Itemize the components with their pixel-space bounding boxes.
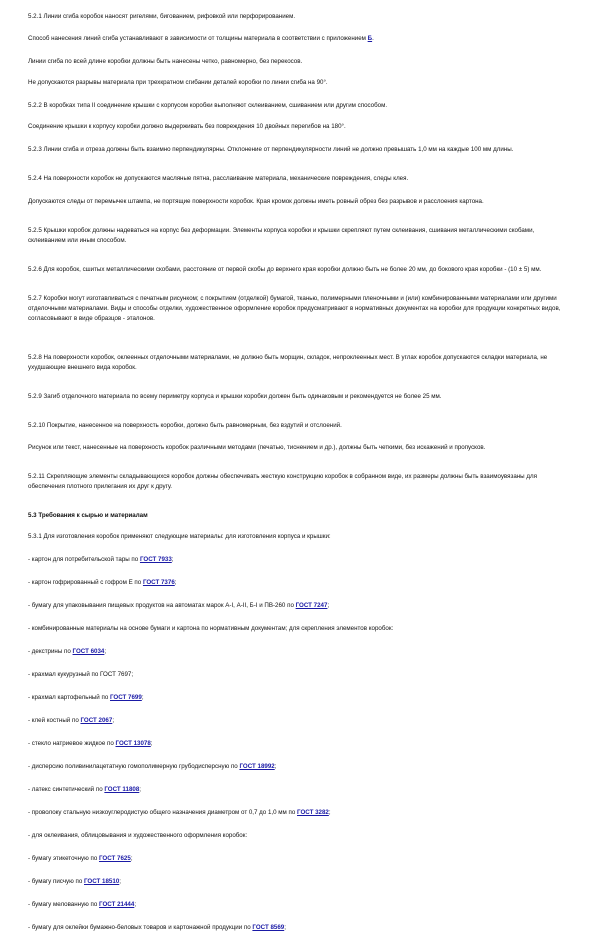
paragraph (28, 601, 568, 611)
text-segment: - крахмал картофельный по (28, 694, 110, 701)
section-heading (28, 511, 568, 521)
paragraph (28, 647, 568, 657)
paragraph (28, 12, 568, 22)
paragraph (28, 578, 568, 588)
text-segment: - бумагу этикеточную по (28, 855, 99, 862)
paragraph (28, 353, 568, 373)
text-segment: - проволоку стальную низкоуглеродистую общего назначения диаметром от 0,7 до 1,0 мм по (28, 809, 298, 816)
text-segment: - клей костный по (28, 717, 81, 724)
text-segment: - бумагу писчую по (28, 878, 84, 885)
text-segment: 5.2.1 Линии сгиба коробок наносят ригелями, бигованием, рифовкой или перфорированием. (28, 13, 296, 20)
document-link[interactable]: ГОСТ 7933 (139, 556, 172, 563)
text-segment: . (372, 35, 374, 42)
text-segment: Соединение крышки к корпусу коробки должно выдерживать без повреждения 10 двойных перегибов на 180°. (28, 123, 346, 130)
text-segment: ; (171, 556, 174, 563)
text-segment: ; (139, 786, 142, 793)
paragraph (28, 265, 568, 275)
document-link[interactable]: ГОСТ 7625 (98, 855, 131, 862)
text-segment: - латекс синтетический по (28, 786, 105, 793)
paragraph (28, 78, 568, 88)
paragraph (28, 294, 568, 324)
paragraph (28, 762, 568, 772)
paragraph (28, 923, 568, 933)
paragraph (28, 670, 568, 680)
paragraph (28, 808, 568, 818)
text-segment: 5.3 Требования к сырью и материалам (28, 512, 148, 519)
document-link[interactable]: ГОСТ 11808 (104, 786, 140, 793)
document-link[interactable]: ГОСТ 13078 (115, 740, 151, 747)
text-segment: Допускаются следы от перемычек штампа, не портящие поверхности коробок. Края кромок должны иметь ровный обрез без разрывов и расслоения картона. (28, 198, 484, 205)
text-segment: ; (130, 855, 133, 862)
text-segment: 5.2.10 Покрытие, нанесенное на поверхность коробки, должно быть равномерным, без вздутий и отслоений. (28, 422, 342, 429)
paragraph (28, 532, 568, 542)
paragraph (28, 443, 568, 453)
text-segment: 5.3.1 Для изготовления коробок применяют следующие материалы: для изготовления корпуса и крышки: (28, 533, 331, 540)
text-segment: 5.2.9 Загиб отделочного материала по всему периметру корпуса и крышки коробки должен быть одинаковым и рекомендуется не более 25 мм. (28, 393, 442, 400)
paragraph (28, 854, 568, 864)
document-link[interactable]: ГОСТ 18992 (239, 763, 275, 770)
text-segment: 5.2.7 Коробки могут изготавливаться с печатным рисунком; с покрытием (отделкой) бумагой, тканью, полимерными пленочными и (или) комбинированными материалами или другими отделочными материалами. Виды и способы отделки, художественное оформление коробок предусматривают в нормативных документах на коробки для продукции конкретных видов, согласовывают в виде образцов - эталонов. (28, 295, 561, 322)
text-segment: - крахмал кукурузный по ГОСТ 7697; (28, 671, 134, 678)
text-segment: 5.2.4 На поверхности коробок не допускаются масляные пятна, расслаивание материала, механические повреждения, следы клея. (28, 175, 409, 182)
text-segment: 5.2.5 Крышки коробок должны надеваться на корпус без деформации. Элементы корпуса коробки и крышки скрепляют путем склеивания, сшивания металлическими скобами, склеиванием или иным способом. (28, 227, 535, 244)
text-segment: 5.2.2 В коробках типа II соединение крышки с корпусом коробки выполняют склеиванием, сшиванием или другим способом. (28, 102, 388, 109)
paragraph (28, 101, 568, 111)
paragraph (28, 624, 568, 634)
text-segment: ; (328, 809, 331, 816)
text-segment: ; (104, 648, 107, 655)
text-segment: - бумагу для упаковывания пищевых продуктов на автоматах марок А-I, А-II, Б-I и ПВ-260 по (28, 602, 296, 609)
document-link[interactable]: ГОСТ 2067 (80, 717, 113, 724)
paragraph (28, 34, 568, 44)
text-segment: - бумагу мелованную по (28, 901, 100, 908)
text-segment: - комбинированные материалы на основе бумаги и картона по нормативным документам; для скрепления элементов коробок: (28, 625, 394, 632)
document-link[interactable]: ГОСТ 7699 (110, 694, 142, 701)
text-segment: - декстрины по (28, 648, 73, 655)
text-segment: ; (119, 878, 121, 885)
document-body (28, 12, 568, 933)
text-segment: ; (112, 717, 115, 724)
text-segment: ; (274, 763, 277, 770)
text-segment: 5.2.6 Для коробок, сшитых металлическими скобами, расстояние от первой скобы до верхнего края коробки должно быть не более 20 мм, до бокового края коробки - (10 ± 5) мм. (28, 266, 542, 273)
text-segment: 5.2.11 Скрепляющие элементы складывающихся коробок должны обеспечивать жесткую конструкцию коробок в собранном виде, их размеры должны быть взаимоувязаны для обеспечения плотного прилегания их друг к другу. (28, 473, 537, 490)
text-segment: - картон для потребительской тары по (28, 556, 140, 563)
text-segment: - бумагу для оклейки бумажно-беловых товаров и картонажной продукции по (28, 924, 253, 931)
paragraph (28, 739, 568, 749)
text-segment: - стекло натриевое жидкое по (28, 740, 116, 747)
paragraph (28, 197, 568, 207)
paragraph (28, 392, 568, 402)
text-segment: Линии сгиба по всей длине коробки должны быть нанесены четко, равномерно, без перекосов. (28, 58, 303, 65)
paragraph (28, 785, 568, 795)
document-link[interactable]: ГОСТ 3282 (297, 809, 329, 816)
text-segment: - для оклеивания, облицовывания и художественного оформления коробок: (28, 832, 248, 839)
text-segment: Рисунок или текст, нанесенные на поверхность коробок различными методами (печатью, тиснением и др.), должны быть четкими, без искажений и пропусков. (28, 444, 486, 451)
paragraph (28, 716, 568, 726)
paragraph (28, 145, 568, 155)
text-segment: ; (141, 694, 144, 701)
document-link[interactable]: ГОСТ 7376 (142, 579, 175, 586)
paragraph (28, 421, 568, 431)
text-segment: - дисперсию поливинилацетатную гомополимерную грубодисперсную по (28, 763, 240, 770)
text-segment: ; (284, 924, 286, 931)
text-segment: ; (150, 740, 153, 747)
text-segment: - картон гофрированный с гофром Е по (28, 579, 143, 586)
paragraph (28, 877, 568, 887)
paragraph (28, 555, 568, 565)
paragraph (28, 57, 568, 67)
paragraph (28, 226, 568, 246)
text-segment: Способ нанесения линий сгиба устанавливают в зависимости от толщины материала в соответствии с приложением (28, 35, 368, 42)
text-segment: ; (134, 901, 137, 908)
paragraph (28, 472, 568, 492)
document-link[interactable]: ГОСТ 6034 (72, 648, 105, 655)
paragraph (28, 174, 568, 184)
text-segment: 5.2.3 Линии сгиба и отреза должны быть взаимно перпендикулярны. Отклонение от перпендикулярности линий не должно превышать 1,0 мм на каждые 100 мм длины. (28, 146, 514, 153)
text-segment: Не допускаются разрывы материала при трехкратном сгибании деталей коробки по линии сгиба на 90°. (28, 79, 328, 86)
text-segment: ; (174, 579, 177, 586)
paragraph (28, 831, 568, 841)
text-segment: ; (327, 602, 330, 609)
document-link[interactable]: ГОСТ 18510 (84, 878, 120, 885)
paragraph (28, 900, 568, 910)
paragraph (28, 122, 568, 132)
document-link[interactable]: Б (367, 35, 373, 42)
text-segment: 5.2.8 На поверхности коробок, оклеенных отделочными материалами, не должно быть морщин, складок, непроклеенных мест. В углах коробок допускаются складки материала, не ухудшающие внешнего вида коробок. (28, 354, 548, 371)
document-link[interactable]: ГОСТ 21444 (99, 901, 135, 908)
paragraph (28, 693, 568, 703)
document-link[interactable]: ГОСТ 7247 (295, 602, 328, 609)
document-link[interactable]: ГОСТ 8569 (252, 924, 285, 931)
